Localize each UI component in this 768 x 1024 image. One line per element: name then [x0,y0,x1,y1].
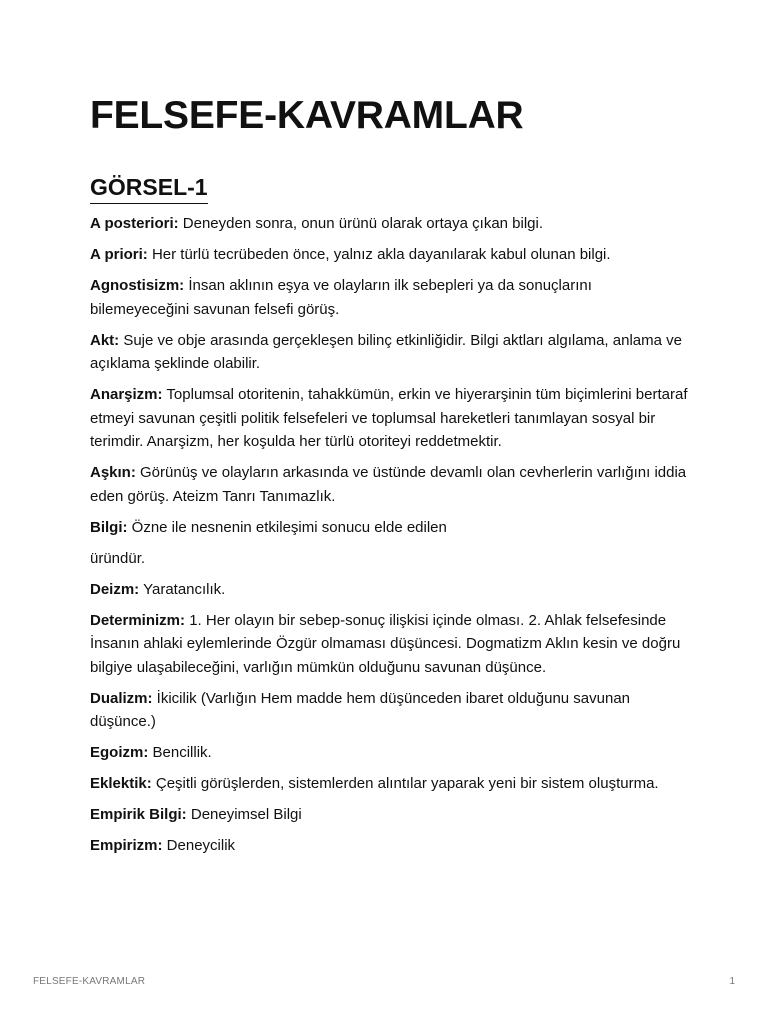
entry-definition: Toplumsal otoritenin, tahakkümün, erkin ve hiyerarşinin tüm biçimlerini bertaraf etmeyi savunan çeşitli politik felsefeleri ve toplumsal hareketleri tanımlayan sosyal bir terimdir. Anarşizm, her koşulda her türlü otoriteyi reddetmektir. [90,386,688,450]
entry-definition: 1. Her olayın bir sebep-sonuç ilişkisi içinde olması. 2. Ahlak felsefesinde İnsanın ahlaki eylemlerinde Özgür olmaması düşüncesi. Dogmatizm Aklın kesin ve doğru bilgiye ulaşabileceğini, varlığın mümkün olduğunu savunan düşünce. [90,611,681,676]
glossary-entry [90,578,690,602]
entry-definition: Her türlü tecrübeden önce, yalnız akla dayanılarak kabul olunan bilgi. [147,246,611,263]
entry-definition: Bencillik. [148,744,212,761]
entry-term: Akt: [90,331,120,349]
document-title: FELSEFE-KAVRAMLAR [90,94,524,137]
glossary-entry-continuation [90,547,690,571]
glossary-entry [90,803,690,827]
glossary-entry [90,329,690,376]
entry-definition: Çeşitli görüşlerden, sistemlerden alıntılar yaparak yeni bir sistem oluşturma. [151,775,659,792]
entry-term: Empirizm: [90,837,163,854]
section-heading: GÖRSEL-1 [90,173,208,204]
entry-term: Deizm: [90,580,140,598]
entry-term: Dualizm: [90,689,153,707]
entry-term: Aşkın: [90,464,136,481]
glossary-list [90,212,690,858]
glossary-entry [90,243,690,267]
glossary-entry [90,609,690,680]
document-page [90,92,690,865]
entry-term: Eklektik: [90,775,152,792]
entry-term: Egoizm: [90,744,149,761]
glossary-entry [90,741,690,765]
entry-term: Determinizm: [90,611,186,629]
page-number: 1 [729,976,735,987]
entry-term: Anarşizm: [90,386,163,403]
glossary-entry [90,516,690,540]
entry-definition: üründür. [90,549,146,567]
glossary-entry [90,461,690,508]
entry-term: Agnostisizm: [90,277,185,294]
entry-definition: İnsan aklının eşya ve olayların ilk sebepleri ya da sonuçlarını bilemeyeceğini savunan felsefi görüş. [90,277,592,318]
entry-definition: Deneyden sonra, onun ürünü olarak ortaya çıkan bilgi. [178,215,544,232]
entry-definition: Görünüş ve olayların arkasında ve üstünde devamlı olan cevherlerin varlığını iddia eden görüş. Ateizm Tanrı Tanımazlık. [90,464,687,505]
entry-term: A posteriori: [90,215,179,232]
entry-definition: Yaratancılık. [139,580,226,598]
glossary-entry [90,383,690,454]
glossary-entry [90,212,690,236]
glossary-entry [90,687,690,734]
entry-term: Bilgi: [90,518,128,536]
entry-term: Empirik Bilgi: [90,806,187,823]
entry-term: A priori: [90,246,148,263]
entry-definition: Suje ve obje arasında gerçekleşen bilinç etkinliğidir. Bilgi aktları algılama, anlama ve açıklama şeklinde olabilir. [90,331,682,372]
glossary-entry [90,834,690,858]
glossary-entry [90,772,690,796]
entry-definition: Deneyimsel Bilgi [186,806,302,823]
entry-definition: Özne ile nesnenin etkileşimi sonucu elde edilen [127,518,447,536]
glossary-entry [90,274,690,321]
footer-title: FELSEFE-KAVRAMLAR [33,976,146,987]
entry-definition: Deneycilik [162,837,236,854]
entry-definition: İkicilik (Varlığın Hem madde hem düşünceden ibaret olduğunu savunan düşünce.) [90,689,631,730]
